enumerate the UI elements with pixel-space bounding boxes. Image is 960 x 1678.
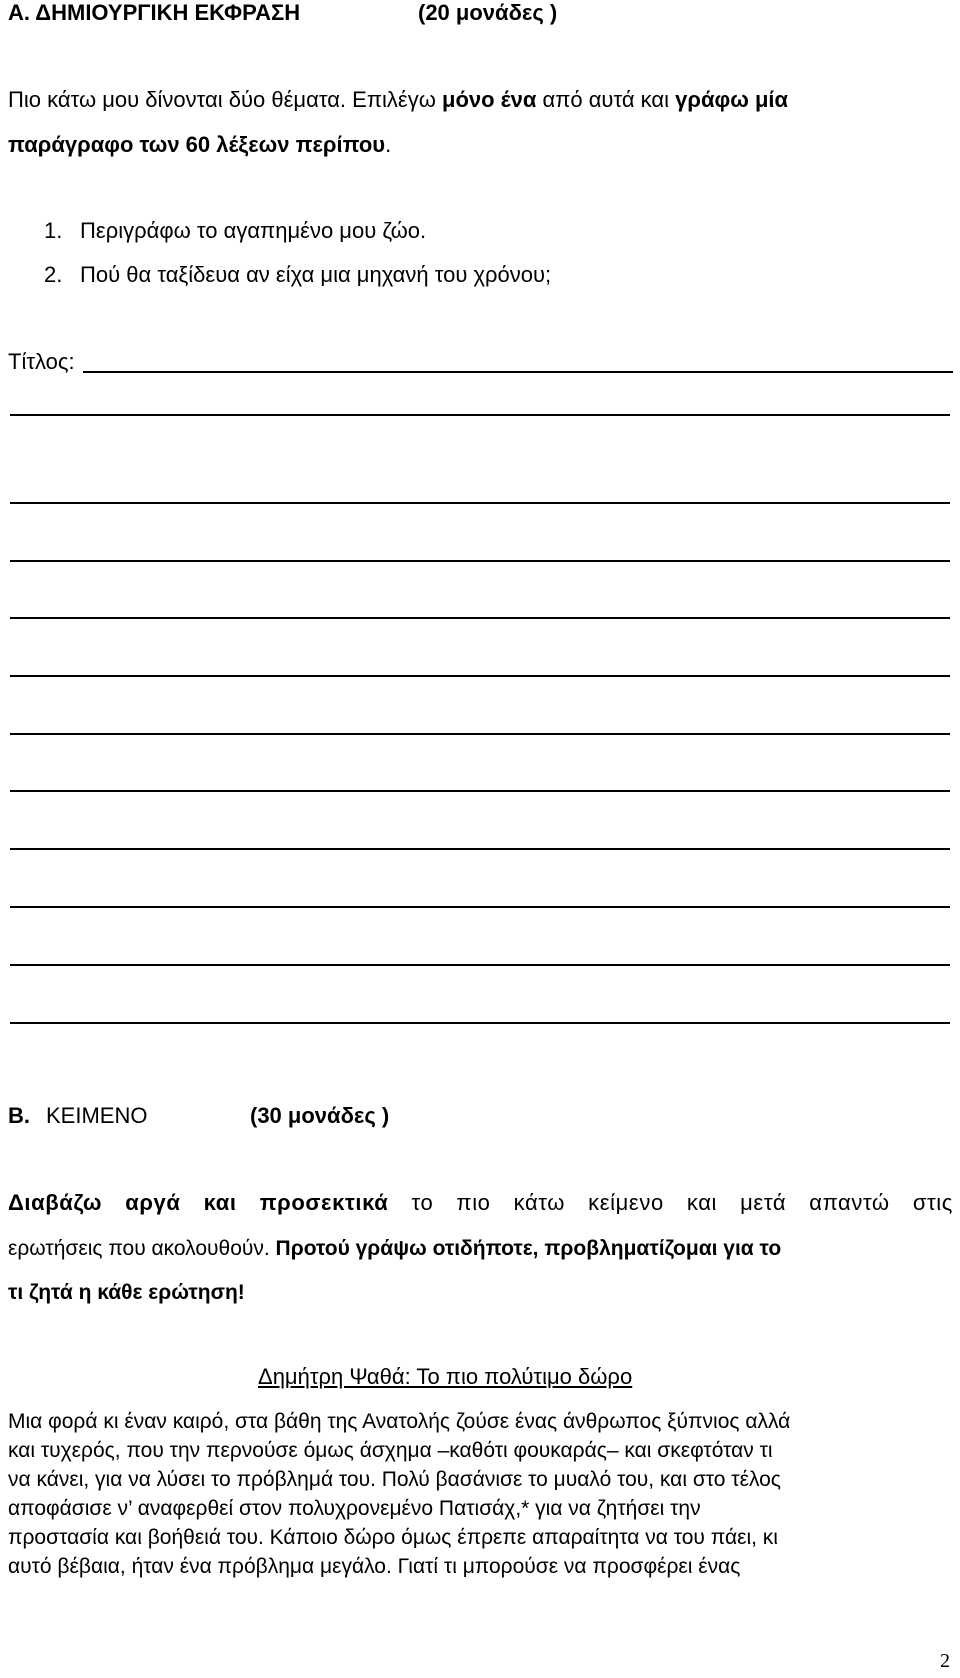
writing-line[interactable] (10, 560, 950, 562)
instruction-bold: παράγραφο των 60 λέξεων περίπου (8, 132, 386, 157)
topic-text: Πού θα ταξίδευα αν είχα μια μηχανή του χρόνου; (80, 262, 552, 287)
reading-text-line: αποφάσισε ν’ αναφερθεί στον πολυχρονεμένο Πατισάχ,* για να ζητήσει την (8, 1497, 701, 1520)
writing-line[interactable] (10, 790, 950, 792)
section-b-instruction-line2 (8, 1237, 781, 1261)
instruction-text: ερωτήσεις που ακολουθούν. (8, 1237, 276, 1260)
writing-line[interactable] (10, 1022, 950, 1024)
reading-text-line: Μια φορά κι έναν καιρό, στα βάθη της Ανατολής ζούσε ένας άνθρωπος ξύπνιος αλλά (8, 1410, 791, 1433)
topic-number: 1. (44, 218, 63, 243)
reading-text-line: να κάνει, για να λύσει το πρόβλημά του. Πολύ βασάνισε το μυαλό του, και στο τέλος (8, 1468, 781, 1491)
section-a-instruction-line2 (8, 132, 391, 158)
topic-item (44, 262, 551, 288)
topic-text: Περιγράφω το αγαπημένο μου ζώο. (80, 218, 427, 243)
instruction-text: Πιο κάτω μου δίνονται δύο θέματα. Επιλέγω (8, 87, 442, 112)
writing-line[interactable] (10, 848, 950, 850)
writing-line[interactable] (10, 414, 950, 416)
section-a-heading (8, 0, 300, 26)
reading-text-line: προστασία και βοήθειά του. Κάποιο δώρο όμως έπρεπε απαραίτητα να του πάει, κι (8, 1526, 778, 1549)
section-a-title: Α. ΔΗΜΙΟΥΡΓΙΚΗ ΕΚΦΡΑΣΗ (8, 0, 301, 25)
instruction-bold: μόνο ένα (441, 87, 537, 112)
writing-line[interactable] (10, 675, 950, 677)
writing-line[interactable] (10, 733, 950, 735)
section-a-points: (20 μονάδες ) (418, 0, 558, 25)
reading-text-line: και τυχερός, που την περνούσε όμως άσχημα –καθότι φουκαράς– και σκεφτόταν τι (8, 1439, 773, 1462)
writing-line[interactable] (10, 502, 950, 504)
instruction-bold: Διαβάζω αργά και προσεκτικά (8, 1190, 389, 1215)
instruction-text: από αυτά και (536, 87, 676, 112)
section-b-heading: ΚΕΙΜΕΝΟ (46, 1103, 148, 1128)
reading-text-line: αυτό βέβαια, ήταν ένα πρόβλημα μεγάλο. Γιατί τι μπορούσε να προσφέρει ένας (8, 1555, 741, 1578)
instruction-text: το πιο κάτω κείμενο και μετά απαντώ στις (388, 1190, 953, 1215)
writing-line[interactable] (10, 617, 950, 619)
section-b-label: Β. (8, 1103, 30, 1128)
title-label: Τίτλος: (8, 349, 75, 374)
instruction-bold: Προτού γράψω οτιδήποτε, προβληματίζομαι για το (275, 1237, 782, 1260)
writing-line[interactable] (10, 964, 950, 966)
writing-line[interactable] (10, 906, 950, 908)
topic-item (44, 218, 426, 244)
section-a-instruction-line1 (8, 87, 788, 113)
instruction-text: . (385, 132, 392, 157)
topic-number: 2. (44, 262, 63, 287)
reading-text-title: Δημήτρη Ψαθά: Το πιο πολύτιμο δώρο (258, 1364, 633, 1389)
section-b-instruction-line3: τι ζητά η κάθε ερώτηση! (8, 1281, 245, 1304)
instruction-bold: γράφω μία (675, 87, 789, 112)
title-writing-line[interactable] (83, 371, 953, 373)
section-b-instruction-line1 (8, 1190, 953, 1216)
page-number: 2 (940, 1650, 950, 1672)
section-b-points: (30 μονάδες ) (250, 1103, 390, 1128)
